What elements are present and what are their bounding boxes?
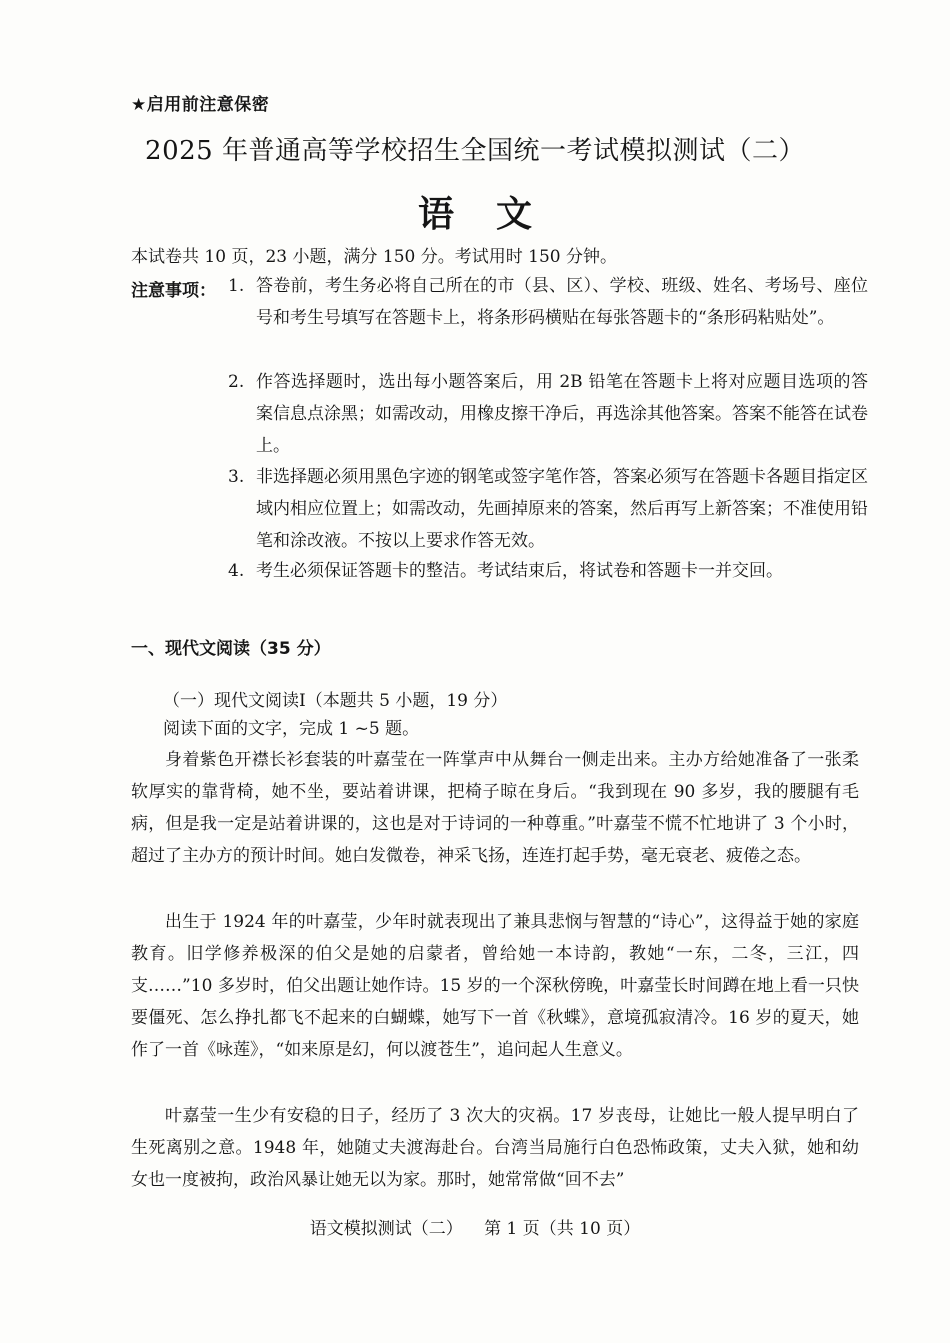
notice-number: 2. (228, 372, 245, 392)
notice-item (228, 461, 868, 557)
notice-number: 3. (228, 467, 245, 487)
notice-text: 答卷前，考生务必将自己所在的市（县、区）、学校、班级、姓名、考场号、座位号和考生号填写在答题卡上，将条形码横贴在每张答题卡的“条形码粘贴处”。 (256, 276, 868, 328)
confidential-mark: ★启用前注意保密 (131, 95, 270, 115)
subject-title: 语文 (417, 194, 574, 235)
notice-number: 1. (228, 276, 245, 296)
exam-title: 2025 年普通高等学校招生全国统一考试模拟测试（二） (145, 136, 805, 166)
notice-label: 注意事项： (131, 281, 216, 301)
notice-item (228, 270, 868, 334)
reading-instruction: 阅读下面的文字，完成 1 ~5 题。 (163, 719, 420, 739)
notice-item (228, 366, 868, 462)
passage-paragraph: 身着紫色开襟长衫套装的叶嘉莹在一阵掌声中从舞台一侧走出来。主办方给她准备了一张柔软厚实的靠背椅，她不坐，要站着讲课，把椅子晾在身后。“我到现在 90 多岁，我的腰腿有毛病，但是我一定是站着讲课的，这也是对于诗词的一种尊重。”叶嘉莹不慌不忙地讲了 3 个小时，超过了主办方的预计时间。她白发微卷，神采飞扬，连连打起手势，毫无衰老、疲倦之态。 (131, 750, 859, 866)
sub-section-heading: （一）现代文阅读Ⅰ（本题共 5 小题，19 分） (163, 691, 508, 711)
notice-text: 考生必须保证答题卡的整洁。考试结束后，将试卷和答题卡一并交回。 (256, 561, 783, 581)
section-heading: 一、现代文阅读（35 分） (131, 639, 331, 659)
exam-intro: 本试卷共 10 页，23 小题，满分 150 分。考试用时 150 分钟。 (131, 247, 617, 267)
page-footer (0, 1214, 950, 1239)
notice-text: 作答选择题时，选出每小题答案后，用 2B 铅笔在答题卡上将对应题目选项的答案信息点涂黑；如需改动，用橡皮擦干净后，再选涂其他答案。答案不能答在试卷上。 (256, 372, 868, 456)
notice-item (228, 555, 868, 587)
page-number: 第 1 页（共 10 页） (484, 1219, 641, 1239)
passage-paragraph: 叶嘉莹一生少有安稳的日子，经历了 3 次大的灾祸。17 岁丧母，让她比一般人提早明白了生死离别之意。1948 年，她随丈夫渡海赴台。台湾当局施行白色恐怖政策，丈夫入狱，她和幼女也一度被拘，政治风暴让她无以为家。那时，她常常做“回不去” (131, 1106, 859, 1190)
footer-label: 语文模拟测试（二） (309, 1219, 463, 1239)
notice-text: 非选择题必须用黑色字迹的钢笔或签字笔作答，答案必须写在答题卡各题目指定区域内相应位置上；如需改动，先画掉原来的答案，然后再写上新答案；不准使用铅笔和涂改液。不按以上要求作答无效。 (256, 467, 868, 551)
passage-paragraph: 出生于 1924 年的叶嘉莹，少年时就表现出了兼具悲悯与智慧的“诗心”，这得益于她的家庭教育。旧学修养极深的伯父是她的启蒙者，曾给她一本诗韵，教她“一东，二冬，三江，四支……”10 多岁时，伯父出题让她作诗。15 岁的一个深秋傍晚，叶嘉莹长时间蹲在地上看一只快要僵死、怎么挣扎都飞不起来的白蝴蝶，她写下一首《秋蝶》，意境孤寂清冷。16 岁的夏天，她作了一首《咏莲》，“如来原是幻，何以渡苍生”，追问起人生意义。 (131, 912, 859, 1060)
notice-number: 4. (228, 561, 245, 581)
